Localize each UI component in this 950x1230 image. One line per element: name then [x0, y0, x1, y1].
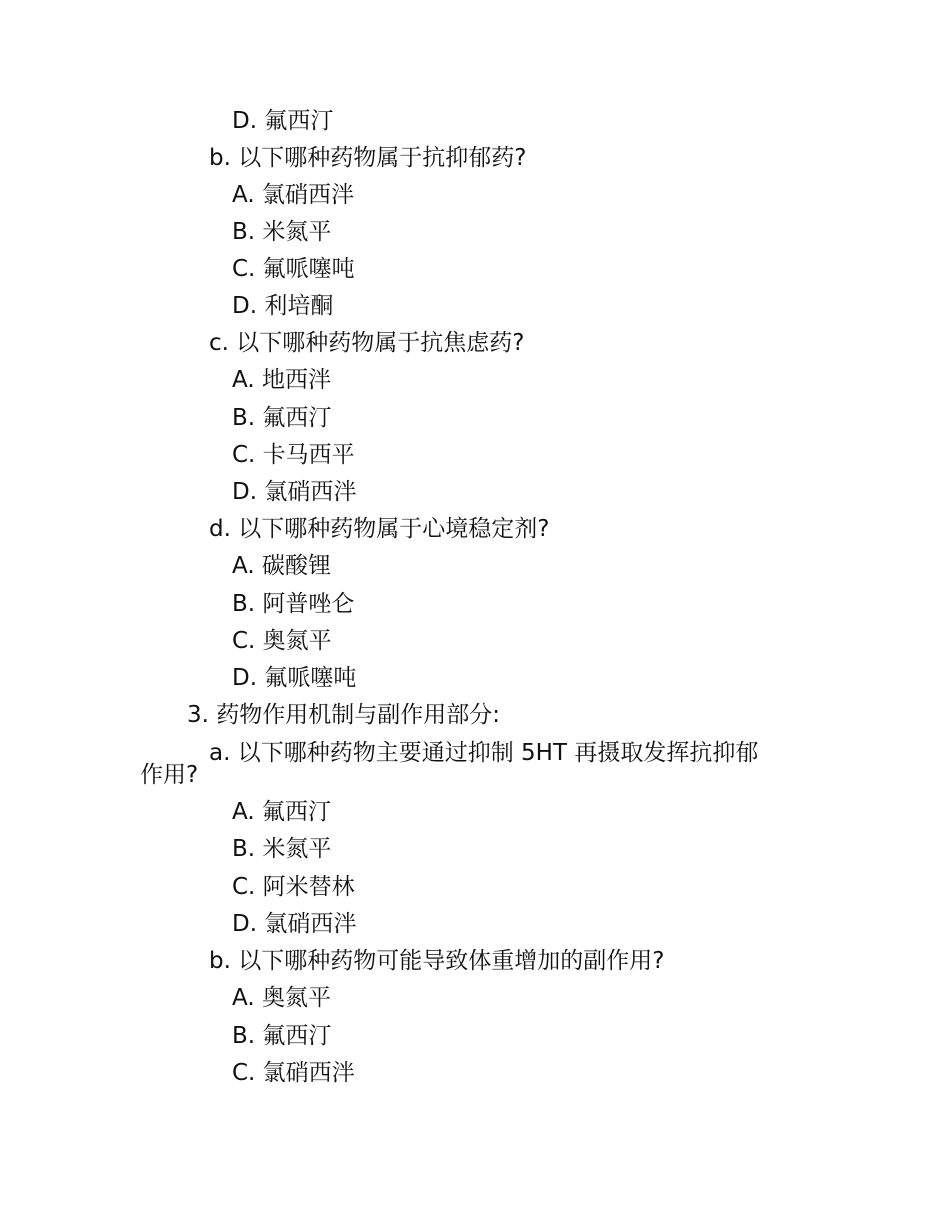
option-line: C. 氯硝西泮	[232, 1060, 355, 1086]
option-line: A. 奥氮平	[232, 985, 331, 1011]
question-line: b. 以下哪种药物属于抗抑郁药?	[209, 145, 527, 171]
option-line: C. 卡马西平	[232, 442, 355, 468]
option-line: C. 阿米替林	[232, 874, 355, 900]
option-line: A. 碳酸锂	[232, 553, 331, 579]
option-line: D. 氟哌噻吨	[232, 665, 357, 691]
option-line: B. 米氮平	[232, 836, 332, 862]
question-line: a. 以下哪种药物主要通过抑制 5HT 再摄取发挥抗抑郁	[209, 740, 759, 766]
option-line: B. 氟西汀	[232, 1023, 332, 1049]
option-line: D. 氟西汀	[232, 108, 334, 134]
option-line: D. 氯硝西泮	[232, 479, 357, 505]
option-line: D. 氯硝西泮	[232, 911, 357, 937]
option-line: A. 氟西汀	[232, 799, 331, 825]
option-line: B. 阿普唑仑	[232, 591, 355, 617]
option-line: D. 利培酮	[232, 293, 334, 319]
option-line: B. 氟西汀	[232, 405, 332, 431]
question-line-continuation: 作用?	[140, 762, 199, 788]
option-line: A. 氯硝西泮	[232, 182, 354, 208]
question-line: b. 以下哪种药物可能导致体重增加的副作用?	[209, 948, 665, 974]
option-line: C. 奥氮平	[232, 628, 332, 654]
option-line: A. 地西泮	[232, 367, 331, 393]
question-line: c. 以下哪种药物属于抗焦虑药?	[209, 330, 525, 356]
section-heading: 3. 药物作用机制与副作用部分:	[187, 702, 501, 728]
option-line: C. 氟哌噻吨	[232, 256, 355, 282]
question-line: d. 以下哪种药物属于心境稳定剂?	[209, 516, 550, 542]
option-line: B. 米氮平	[232, 219, 332, 245]
